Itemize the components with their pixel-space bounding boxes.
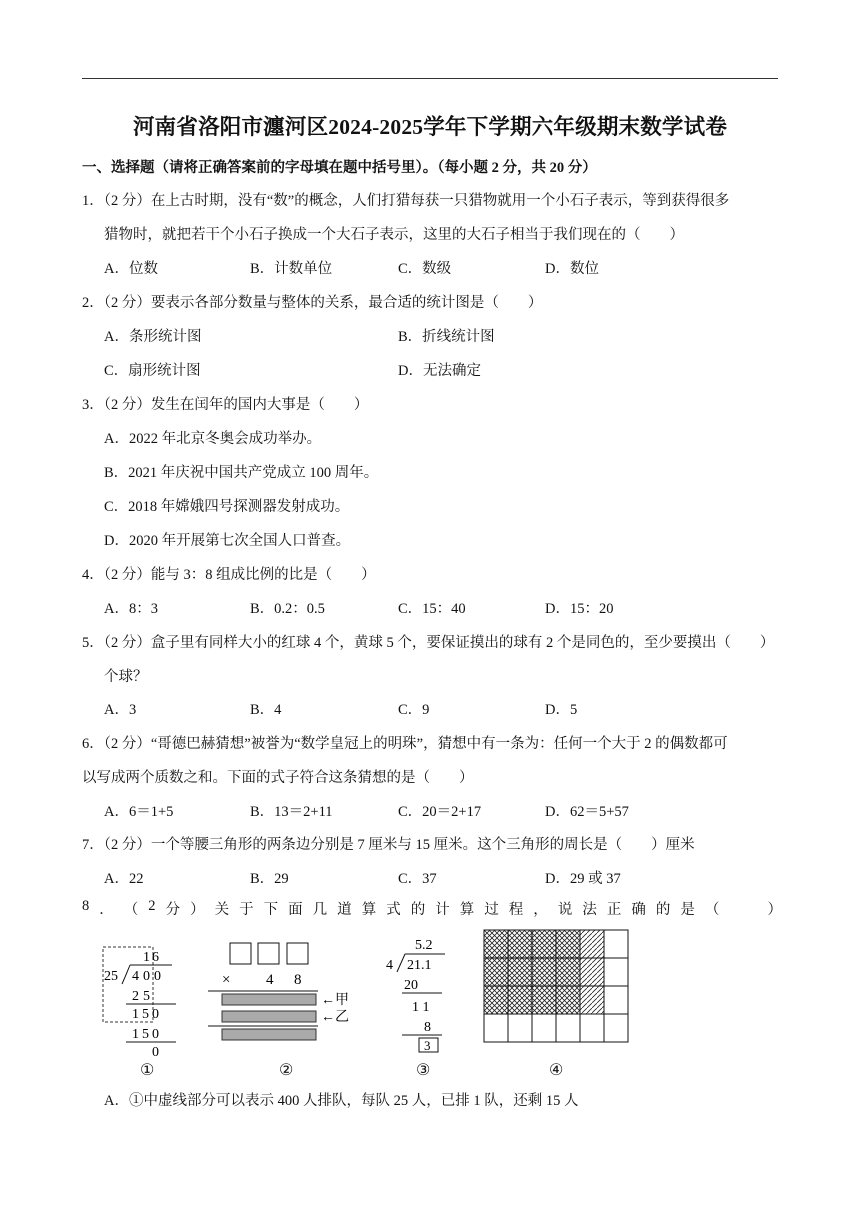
grid-cell-hatched [580,930,604,958]
grid-cell [580,1014,604,1042]
q7-option-d: D．29 或 37 [545,871,621,887]
q7-option-c: C．37 [398,871,437,887]
q7-line1: 7．（2 分）一个等腰三角形的两条边分别是 7 厘米与 15 厘米。这个三角形的周长是（ ）厘米 [82,837,695,853]
q4-option-a: A．8：3 [104,601,158,617]
grid-cell-hatched [580,986,604,1014]
figure-1-label: ① [140,1062,155,1079]
q2-option-a: A．条形统计图 [104,329,202,345]
q8-stem-char: 计 [435,902,450,918]
q8-stem-char: ． [99,902,114,918]
grid-cell-cross-hatched [484,958,508,986]
q4-option-c: C．15：40 [398,601,466,617]
grid-cell-hatched [580,958,604,986]
q8-stem-char: 2 [148,898,156,914]
step-digit: 5 [142,1027,149,1042]
grid-cell-cross-hatched [508,986,532,1014]
quotient: 5.2 [415,938,433,953]
q8-stem-char: 说 [557,902,573,918]
step-digit: 1 [132,1027,139,1042]
q8-stem-char [729,898,757,919]
exam-title: 河南省洛阳市瀍河区2024-2025学年下学期六年级期末数学试卷 [132,115,728,139]
q5-line1: 5．（2 分）盒子里有同样大小的红球 4 个，黄球 5 个，要保证摸出的球有 2 个是同色的，至少要摸出（ ） [82,635,775,651]
step-digit: 5 [142,1007,149,1022]
q1-option-a: A．位数 [104,261,158,277]
arrow-label-yi: ←乙 [321,1010,349,1025]
q6-line2: 以写成两个质数之和。下面的式子符合这条猜想的是（ ） [82,770,474,786]
grid-cell [532,1014,556,1042]
q5-option-a: A．3 [104,702,137,718]
q7-option-a: A．22 [104,871,144,887]
partial-product-yi [222,1011,316,1022]
q8-stem-char: （ [704,902,720,918]
remainder: 3 [424,1038,431,1053]
q5-option-b: B．4 [250,702,282,718]
dividend-digit: 0 [154,969,161,984]
section-heading: 一、选择题（请将正确答案前的字母填在题中括号里）。（每小题 2 分，共 20 分） [82,160,597,176]
dividend-digit: 4 [132,969,139,984]
grid-cell-cross-hatched [532,986,556,1014]
division-bracket [122,965,130,984]
dividend: 21.1 [407,958,432,973]
q3-option-a: A．2022 年北京冬奥会成功举办。 [104,431,322,447]
figure-1-long-division [96,942,186,1062]
q8-stem-char: 式 [386,902,401,918]
q6-option-b: B．13＝2+11 [250,804,333,820]
q8-stem-char: 8 [82,898,90,914]
subtrahend: 8 [424,1020,431,1035]
q8-stem-char: ） [190,902,205,918]
q8-stem-char: 于 [239,902,254,918]
q8-stem-char: 的 [655,902,671,918]
partial-product-jia [222,994,316,1005]
grid-cell-cross-hatched [484,986,508,1014]
division-bracket [397,954,405,972]
q8-stem-char: 几 [312,902,328,918]
grid-cell-cross-hatched [556,930,580,958]
grid-cell-cross-hatched [556,986,580,1014]
q8-stem-char: 程 [508,902,524,918]
multiplier-digit: 4 [266,972,274,988]
q8-stem [82,898,782,919]
q8-stem-char: 过 [484,902,499,918]
q8-stem-char: 法 [582,902,597,918]
arrow-label-jia: ←甲 [321,993,349,1008]
grid-cell [604,1014,628,1042]
divisor: 4 [386,958,393,973]
step-digit: 0 [152,1007,159,1022]
grid-cell [484,1014,508,1042]
grid-cell [604,930,628,958]
q2-option-b: B．折线统计图 [398,329,495,345]
figure-2-label: ② [279,1062,294,1079]
remainder: 0 [152,1045,159,1060]
q4-line1: 4．（2 分）能与 3：8 组成比例的比是（ ） [82,567,376,583]
q2-option-c: C．扇形统计图 [104,363,201,379]
subtrahend: 20 [404,978,418,993]
q8-stem-char: 是 [680,902,695,918]
divisor: 25 [104,969,118,984]
grid-cell-cross-hatched [484,930,508,958]
q3-option-c: C．2018 年嫦娥四号探测器发射成功。 [104,499,350,515]
quotient-digit: 6 [152,950,159,965]
q8-stem-char: 下 [263,902,279,918]
step-digit: 5 [143,989,150,1004]
step-digit: 1 [132,1007,139,1022]
figure-4-label: ④ [549,1062,564,1079]
q1-option-b: B．计数单位 [250,261,333,277]
multiplier-digit: 8 [294,972,302,988]
step-digit: 0 [152,1027,159,1042]
q3-option-d: D．2020 年开展第七次全国人口普查。 [104,533,351,549]
q6-line1: 6．（2 分）“哥德巴赫猜想”被誉为“数学皇冠上的明珠”，猜想中有一条为：任何一个大于 2 的偶数都可 [82,736,728,752]
grid-cell-cross-hatched [556,958,580,986]
figure-4-grid [482,928,632,1044]
step-digit: 2 [132,989,139,1004]
q8-stem-char: 关 [214,902,230,918]
grid-cell [604,958,628,986]
q3-option-b: B．2021 年庆祝中国共产党成立 100 周年。 [104,465,379,481]
q7-option-b: B．29 [250,871,289,887]
grid-cell [556,1014,580,1042]
q8-stem-char: 正 [606,902,622,918]
final-product [222,1029,316,1040]
figure-2-multiplication [200,940,375,1055]
grid-cell [508,1014,532,1042]
times-sign: × [222,972,231,988]
q3-line1: 3．（2 分）发生在闰年的国内大事是（ ） [82,397,369,413]
q2-option-d: D．无法确定 [398,363,481,379]
q1-line2: 猎物时，就把若干个小石子换成一个大石子表示，这里的大石子相当于我们现在的（ ） [104,227,684,243]
grid-cell-cross-hatched [508,958,532,986]
q8-stem-char: 算 [459,902,475,918]
q8-stem-char: （ [123,902,139,918]
q1-option-c: C．数级 [398,261,452,277]
q8-stem-char: ） [767,902,782,918]
grid-cell-cross-hatched [532,930,556,958]
q8-stem-char: ， [533,902,548,918]
q8-stem-char: 分 [165,902,181,918]
q2-line1: 2．（2 分）要表示各部分数量与整体的关系，最合适的统计图是（ ） [82,295,543,311]
q1-line1: 1．（2 分）在上古时期，没有“数”的概念，人们打猎每获一只猎物就用一个小石子表示，等到获得很多 [82,193,730,209]
q6-option-d: D．62＝5+57 [545,804,629,820]
q6-option-a: A．6＝1+5 [104,804,174,820]
blank-box [287,943,308,964]
difference: 1 1 [412,1000,430,1015]
q8-stem-char: 算 [361,902,377,918]
q4-option-b: B．0.2：0.5 [250,601,325,617]
grid-cell [604,986,628,1014]
figure-3-label: ③ [416,1062,431,1079]
figure-3-decimal-division [380,934,470,1054]
blank-box [230,943,251,964]
q4-option-d: D．15：20 [545,601,614,617]
q5-line2: 个球？ [104,669,148,685]
q5-option-d: D．5 [545,702,578,718]
q8-option-a: A．①中虚线部分可以表示 400 人排队，每队 25 人，已排 1 队，还剩 15 人 [104,1093,579,1109]
quotient-digit: 1 [143,950,150,965]
q8-stem-char: 面 [288,902,303,918]
q6-option-c: C．20＝2+17 [398,804,482,820]
q8-stem-char: 道 [337,902,352,918]
blank-box [258,943,279,964]
header-rule [82,78,778,79]
q8-stem-char: 的 [410,902,426,918]
q5-option-c: C．9 [398,702,430,718]
grid-cell-cross-hatched [532,958,556,986]
q1-option-d: D．数位 [545,261,599,277]
q8-stem-char: 确 [631,902,646,918]
dividend-digit: 0 [143,969,150,984]
grid-cell-cross-hatched [508,930,532,958]
